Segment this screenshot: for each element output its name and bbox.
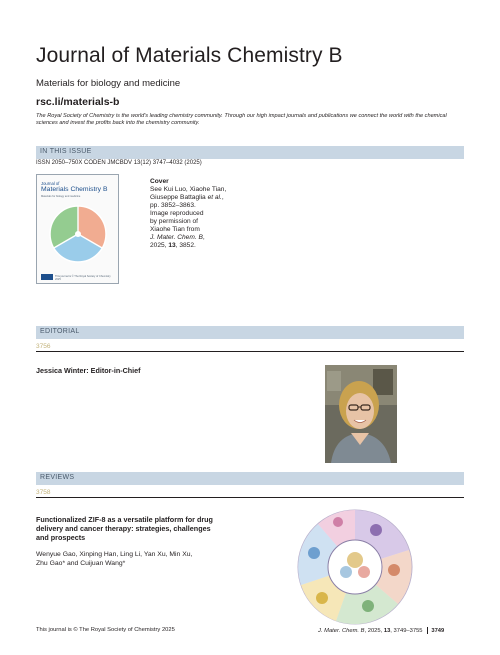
editorial-page-number[interactable]: 3756 [36,343,51,350]
journal-title: Journal of Materials Chemistry B [36,44,343,67]
issue-info: ISSN 2050–750X CODEN JMCBDV 13(12) 3747–4032 (2025) [36,160,202,166]
review-authors: Wenyue Gao, Xinping Han, Ling Li, Yan Xu, Min Xu, Zhu Gao* and Cuijuan Wang* [36,551,193,567]
footer-page-number: 3749 [431,628,445,635]
cover-thumbnail[interactable] [36,174,119,284]
cover-heading: Cover [150,178,169,185]
section-bar-in-this-issue: IN THIS ISSUE [36,146,464,159]
section-bar-editorial: EDITORIAL [36,326,464,339]
cover-artwork [47,203,109,265]
cover-line-3: pp. 3852–3863. [150,202,196,209]
footer-citation: J. Mater. Chem. B, 2025, 13, 3749–3755 3749 [318,628,445,635]
review-graphical-abstract [296,508,414,626]
editor-portrait-photo [325,365,397,463]
cover-line-5: by permission of [150,218,199,225]
cover-line-7: J. Mater. Chem. B, [150,234,205,241]
review-title[interactable]: Functionalized ZIF-8 as a versatile platform for drug delivery and cancer therapy: strategies, challenges and prospects [36,515,213,542]
editorial-title[interactable]: Jessica Winter: Editor-in-Chief [36,366,141,375]
cover-description [150,178,250,250]
cover-logo-text: This journal is © The Royal Society of Chemistry 2025 [55,275,111,281]
journal-subtitle: Materials for biology and medicine [36,78,181,89]
cover-line-2: Giuseppe Battaglia et al., [150,194,224,201]
journal-link[interactable]: rsc.li/materials-b [36,96,120,108]
cover-line-1: See Kui Luo, Xiaohe Tian, [150,186,227,193]
footer-separator [427,627,428,634]
editorial-rule [36,351,464,352]
cover-line-4: Image reproduced [150,210,204,217]
cover-line-6: Xiaohe Tian from [150,226,200,233]
rsc-logo-icon [41,274,53,280]
cover-journal-small: Journal of [41,181,60,186]
footer-copyright: This journal is © The Royal Society of Chemistry 2025 [36,627,175,633]
reviews-rule [36,497,464,498]
review-page-number[interactable]: 3758 [36,489,51,496]
cover-line-8: 2025, 13, 3852. [150,242,196,249]
cover-journal-name: Materials Chemistry B [41,186,108,193]
rsc-blurb: The Royal Society of Chemistry is the world's leading chemistry community. Through our high impact journals and publications we connect the world with the chemical sciences and invest the profits back into the chemistry community. [36,113,447,127]
section-bar-reviews: REVIEWS [36,472,464,485]
cover-subtitle: Materials for biology and medicine [41,195,81,198]
